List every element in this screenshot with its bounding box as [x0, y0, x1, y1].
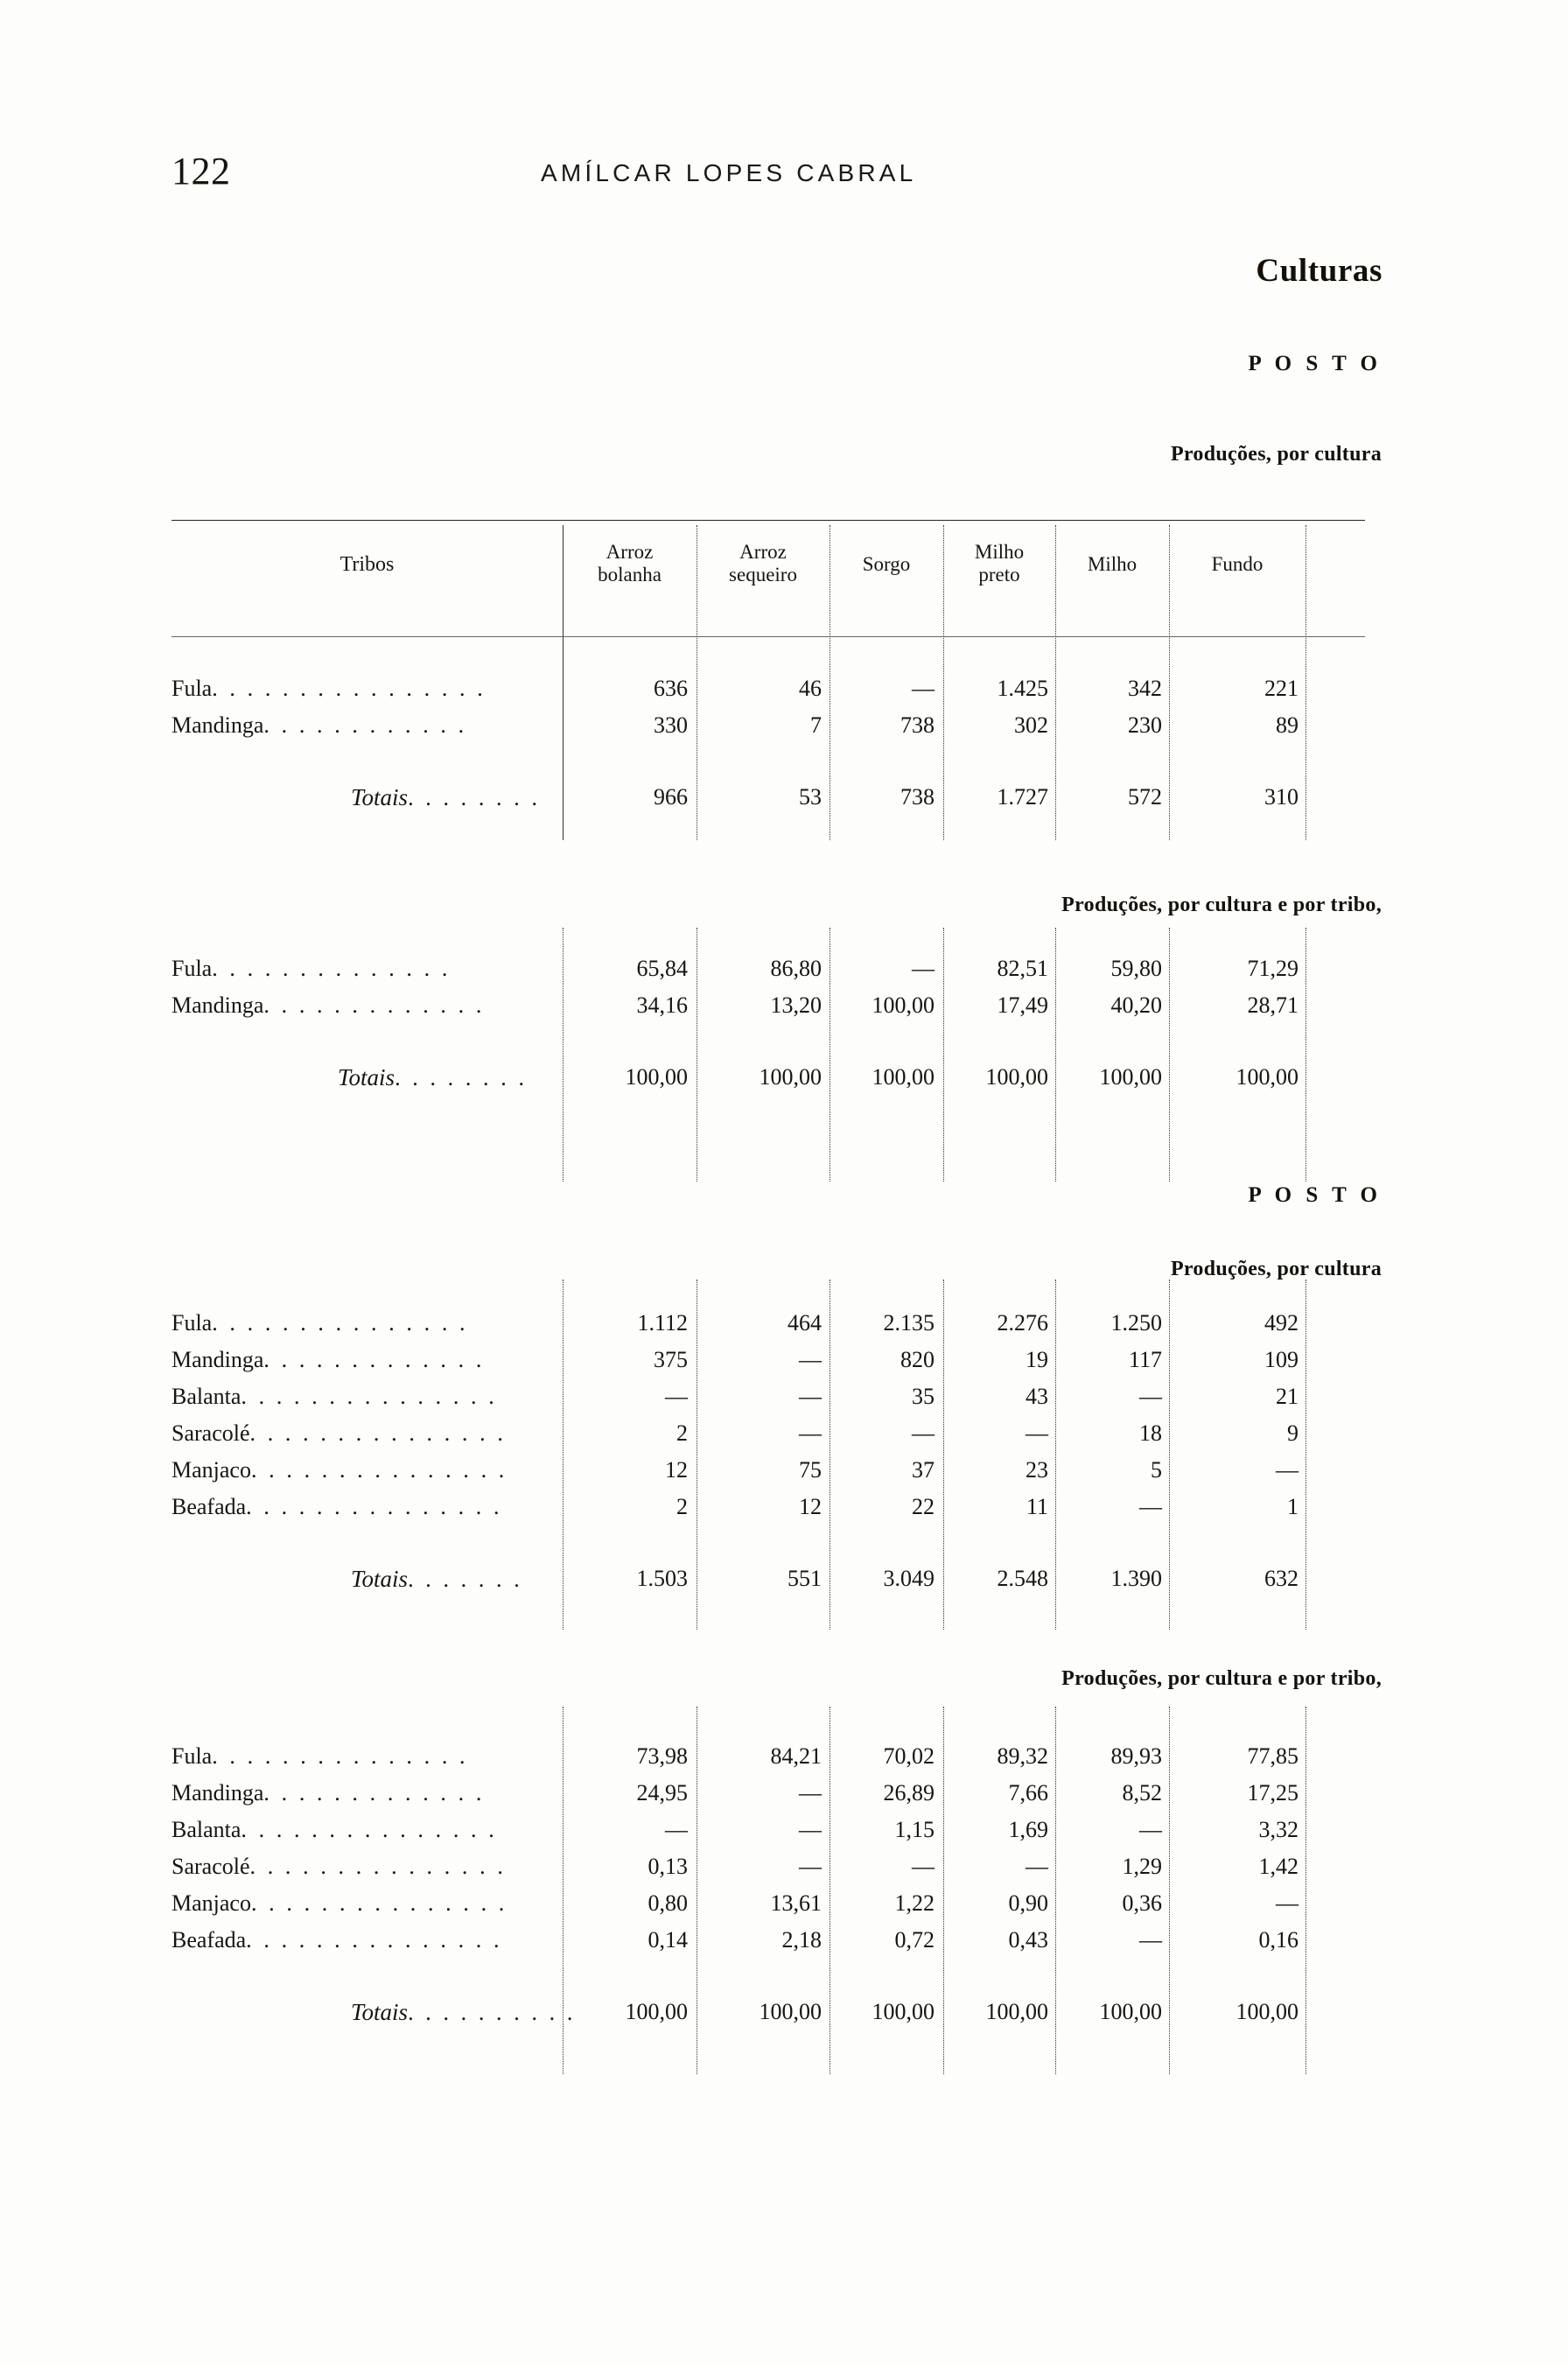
row-label-totais: Totais — [351, 784, 409, 810]
table-row — [172, 956, 451, 982]
cell-value: — — [799, 1854, 822, 1879]
column-header-arroz-bolanha-line2: bolanha — [598, 563, 662, 585]
posto-heading-2: P O S T O — [1248, 1183, 1382, 1207]
dot-leader: . . . . . . . — [408, 1567, 523, 1592]
cell-value: 109 — [1264, 1347, 1298, 1372]
table-row — [172, 1494, 502, 1520]
cell-value: 43 — [1026, 1384, 1048, 1409]
table-row — [172, 1347, 485, 1373]
cell-value: 302 — [1014, 712, 1048, 738]
table-row — [172, 1457, 508, 1483]
dot-leader: . . . . . . . . . . . . . — [263, 1347, 485, 1372]
cell-value: 375 — [654, 1347, 688, 1372]
section-title-culturas: Culturas — [1256, 253, 1382, 289]
dot-leader: . . . . . . . . . . . . . — [263, 992, 485, 1018]
cell-value: 12 — [799, 1494, 822, 1519]
dot-leader: . . . . . . . . . . . . . . . — [241, 1384, 498, 1409]
row-label-saracole: Saracolé — [172, 1420, 250, 1446]
caption-producoes-3: Produções, por cultura — [1170, 1258, 1382, 1280]
dot-leader: . . . . . . . . . . . . . . . — [212, 1310, 469, 1336]
cell-value: 1 — [1287, 1494, 1298, 1519]
row-label-beafada: Beafada — [172, 1927, 247, 1953]
dot-leader: . . . . . . . . . . . . . — [263, 1780, 485, 1806]
cell-value: 100,00 — [872, 992, 934, 1018]
cell-value: 2,18 — [781, 1927, 822, 1953]
cell-value: — — [1139, 1384, 1162, 1409]
page-number: 122 — [172, 150, 231, 193]
cell-value: — — [799, 1347, 822, 1372]
dot-leader: . . . . . . . . — [408, 785, 541, 810]
row-label-mandinga: Mandinga — [172, 1347, 264, 1372]
cell-value: 35 — [912, 1384, 934, 1409]
dot-leader: . . . . . . . . . . . . . . . — [212, 1743, 469, 1769]
row-label-totais: Totais — [351, 1566, 409, 1592]
column-header-milho-preto-line1: Milho — [974, 541, 1025, 563]
cell-total: 100,00 — [1236, 1064, 1298, 1090]
cell-value: 89 — [1276, 712, 1298, 738]
cell-value: — — [1026, 1420, 1048, 1446]
caption-producoes-4: Produções, por cultura e por tribo, — [1061, 1667, 1382, 1690]
cell-total: 1.727 — [997, 784, 1048, 810]
caption-producoes-2: Produções, por cultura e por tribo, — [1061, 894, 1382, 916]
cell-value: — — [912, 956, 934, 981]
table-row — [172, 1927, 502, 1953]
cell-value: 89,32 — [997, 1743, 1048, 1769]
dot-leader: . . . . . . . . . . — [408, 2000, 576, 2025]
cell-total: 100,00 — [1099, 1999, 1162, 2024]
cell-value: 0,90 — [1008, 1890, 1048, 1916]
table-row — [172, 1384, 497, 1410]
cell-total: 100,00 — [872, 1064, 934, 1090]
cell-value: 17,25 — [1247, 1780, 1298, 1806]
cell-total: 53 — [799, 784, 822, 810]
table-total-row — [351, 1999, 576, 2026]
cell-value: — — [912, 1420, 934, 1446]
cell-value: 492 — [1264, 1310, 1298, 1336]
table-total-row — [351, 1566, 522, 1593]
cell-value: 2.276 — [997, 1310, 1048, 1336]
cell-value: 0,14 — [648, 1927, 688, 1953]
table-rule-header-bottom — [172, 636, 1365, 637]
dot-leader: . . . . . . . . . . . . . . . . — [212, 676, 486, 701]
dot-leader: . . . . . . . . . . . . . . . — [249, 1420, 507, 1446]
row-label-balanta: Balanta — [172, 1384, 242, 1409]
cell-total: 100,00 — [872, 1999, 934, 2024]
dot-leader: . . . . . . . . — [395, 1065, 528, 1090]
cell-value: — — [799, 1817, 822, 1842]
cell-total: 100,00 — [1236, 1999, 1298, 2024]
cell-value: 0,80 — [648, 1890, 688, 1916]
column-header-tribos: Tribos — [340, 553, 395, 576]
cell-value: 40,20 — [1110, 992, 1162, 1018]
table-row — [172, 1854, 506, 1880]
cell-total: 100,00 — [985, 1064, 1048, 1090]
cell-value: 84,21 — [770, 1743, 822, 1769]
cell-value: 342 — [1128, 676, 1162, 701]
caption-producoes-1: Produções, por cultura — [1170, 443, 1382, 466]
table-row — [172, 1890, 508, 1917]
table-total-row — [351, 784, 541, 811]
cell-value: — — [1276, 1890, 1298, 1916]
cell-value: 1,69 — [1008, 1817, 1048, 1842]
table-row — [172, 676, 486, 702]
cell-value: 59,80 — [1110, 956, 1162, 981]
cell-total: 2.548 — [997, 1566, 1048, 1591]
column-header-milho: Milho — [1087, 553, 1138, 575]
cell-total: 966 — [654, 784, 688, 810]
cell-value: 71,29 — [1247, 956, 1298, 981]
cell-value: 3,32 — [1258, 1817, 1298, 1842]
cell-value: — — [1139, 1494, 1162, 1519]
column-header-milho-preto — [943, 541, 1055, 586]
row-label-manjaco: Manjaco — [172, 1457, 251, 1483]
table-row — [172, 1743, 468, 1770]
cell-value: 0,16 — [1258, 1927, 1298, 1953]
cell-value: 12 — [665, 1457, 688, 1483]
cell-total: 100,00 — [985, 1999, 1048, 2024]
column-header-arroz-sequeiro-line1: Arroz — [739, 541, 787, 563]
cell-value: 0,43 — [1008, 1927, 1048, 1953]
cell-total: 632 — [1264, 1566, 1298, 1591]
cell-value: — — [799, 1780, 822, 1806]
cell-value: 11 — [1026, 1494, 1048, 1519]
cell-value: 221 — [1264, 676, 1298, 701]
cell-value: 820 — [900, 1347, 934, 1372]
cell-total: 1.390 — [1110, 1566, 1162, 1591]
cell-value: 13,61 — [770, 1890, 822, 1916]
cell-value: 89,93 — [1110, 1743, 1162, 1769]
dot-leader: . . . . . . . . . . . . . . . — [246, 1927, 503, 1953]
column-header-arroz-bolanha — [563, 541, 696, 586]
cell-value: 0,36 — [1122, 1890, 1162, 1916]
cell-value: 28,71 — [1247, 992, 1298, 1018]
cell-total: 100,00 — [759, 1999, 822, 2024]
column-header-sorgo: Sorgo — [862, 553, 911, 575]
cell-value: 464 — [788, 1310, 822, 1336]
cell-value: — — [1276, 1457, 1298, 1483]
cell-value: 1.112 — [637, 1310, 688, 1336]
row-label-balanta: Balanta — [172, 1817, 242, 1842]
cell-value: — — [665, 1817, 688, 1842]
dot-leader: . . . . . . . . . . . . . . . — [250, 1457, 508, 1483]
row-label-manjaco: Manjaco — [172, 1890, 251, 1916]
cell-value: — — [665, 1384, 688, 1409]
cell-value: 0,13 — [648, 1854, 688, 1879]
cell-value: 73,98 — [636, 1743, 688, 1769]
cell-value: 1,15 — [894, 1817, 934, 1842]
cell-value: — — [1139, 1927, 1162, 1953]
running-title: AMÍLCAR LOPES CABRAL — [541, 159, 917, 186]
table-total-row — [338, 1064, 528, 1091]
cell-value: 46 — [799, 676, 822, 701]
cell-value: — — [1026, 1854, 1048, 1879]
cell-value: 2.135 — [883, 1310, 934, 1336]
dot-leader: . . . . . . . . . . . . . . . — [250, 1890, 508, 1916]
row-label-totais: Totais — [338, 1064, 396, 1090]
cell-value: 0,72 — [894, 1927, 934, 1953]
column-header-milho-preto-line2: preto — [978, 563, 1020, 585]
cell-total: 100,00 — [1099, 1064, 1162, 1090]
column-header-fundo: Fundo — [1211, 553, 1264, 575]
cell-value: 2 — [676, 1494, 688, 1519]
row-label-fula: Fula — [172, 676, 213, 701]
table-row — [172, 1817, 497, 1843]
table-rule-top — [172, 520, 1365, 521]
cell-value: — — [912, 676, 934, 701]
cell-value: 34,16 — [636, 992, 688, 1018]
cell-value: 86,80 — [770, 956, 822, 981]
posto-heading-1: P O S T O — [1248, 352, 1382, 375]
cell-value: 65,84 — [636, 956, 688, 981]
row-label-beafada: Beafada — [172, 1494, 247, 1519]
row-label-fula: Fula — [172, 1743, 213, 1769]
column-header-arroz-bolanha-line1: Arroz — [606, 541, 654, 563]
cell-value: — — [799, 1384, 822, 1409]
cell-value: 17,49 — [997, 992, 1048, 1018]
cell-value: 21 — [1276, 1384, 1298, 1409]
dot-leader: . . . . . . . . . . . . . . . — [241, 1817, 498, 1842]
cell-value: 1,42 — [1258, 1854, 1298, 1879]
table-row — [172, 1310, 468, 1336]
cell-value: 1,29 — [1122, 1854, 1162, 1879]
cell-value: 24,95 — [636, 1780, 688, 1806]
table-row — [172, 1780, 485, 1806]
dot-leader: . . . . . . . . . . . . . . — [212, 956, 451, 981]
cell-value: — — [912, 1854, 934, 1879]
table-row — [172, 992, 485, 1019]
row-label-totais: Totais — [351, 1999, 409, 2025]
cell-value: 7 — [810, 712, 822, 738]
cell-value: 8,52 — [1122, 1780, 1162, 1806]
cell-value: 9 — [1287, 1420, 1298, 1446]
row-label-mandinga: Mandinga — [172, 1780, 264, 1806]
column-header-arroz-sequeiro — [696, 541, 830, 586]
cell-value: 75 — [799, 1457, 822, 1483]
cell-total: 1.503 — [636, 1566, 688, 1591]
cell-total: 100,00 — [625, 1064, 688, 1090]
cell-value: — — [799, 1420, 822, 1446]
cell-value: 18 — [1139, 1420, 1162, 1446]
cell-value: 37 — [912, 1457, 934, 1483]
row-label-fula: Fula — [172, 1310, 213, 1336]
cell-total: 100,00 — [759, 1064, 822, 1090]
cell-value: 1,22 — [894, 1890, 934, 1916]
cell-value: 77,85 — [1247, 1743, 1298, 1769]
cell-total: 551 — [788, 1566, 822, 1591]
cell-value: 738 — [900, 712, 934, 738]
running-head — [0, 150, 1568, 196]
dot-leader: . . . . . . . . . . . . . . . — [246, 1494, 503, 1519]
cell-value: — — [1139, 1817, 1162, 1842]
cell-value: 7,66 — [1008, 1780, 1048, 1806]
cell-total: 738 — [900, 784, 934, 810]
row-label-saracole: Saracolé — [172, 1854, 250, 1879]
cell-total: 310 — [1264, 784, 1298, 810]
cell-total: 3.049 — [883, 1566, 934, 1591]
cell-value: 2 — [676, 1420, 688, 1446]
cell-value: 82,51 — [997, 956, 1048, 981]
cell-value: 636 — [654, 676, 688, 701]
table-row — [172, 712, 467, 739]
cell-total: 572 — [1128, 784, 1162, 810]
cell-total: 100,00 — [625, 1999, 688, 2024]
row-label-mandinga: Mandinga — [172, 712, 264, 738]
cell-value: 117 — [1128, 1347, 1162, 1372]
cell-value: 19 — [1026, 1347, 1048, 1372]
cell-value: 1.425 — [997, 676, 1048, 701]
cell-value: 1.250 — [1110, 1310, 1162, 1336]
column-header-arroz-sequeiro-line2: sequeiro — [729, 563, 797, 585]
row-label-mandinga: Mandinga — [172, 992, 264, 1018]
cell-value: 230 — [1128, 712, 1162, 738]
dot-leader: . . . . . . . . . . . . — [263, 712, 467, 738]
table-row — [172, 1420, 506, 1447]
cell-value: 26,89 — [883, 1780, 934, 1806]
cell-value: 13,20 — [770, 992, 822, 1018]
cell-value: 5 — [1151, 1457, 1162, 1483]
dot-leader: . . . . . . . . . . . . . . . — [249, 1854, 507, 1879]
cell-value: 22 — [912, 1494, 934, 1519]
cell-value: 23 — [1026, 1457, 1048, 1483]
cell-value: 70,02 — [883, 1743, 934, 1769]
row-label-fula: Fula — [172, 956, 213, 981]
cell-value: 330 — [654, 712, 688, 738]
